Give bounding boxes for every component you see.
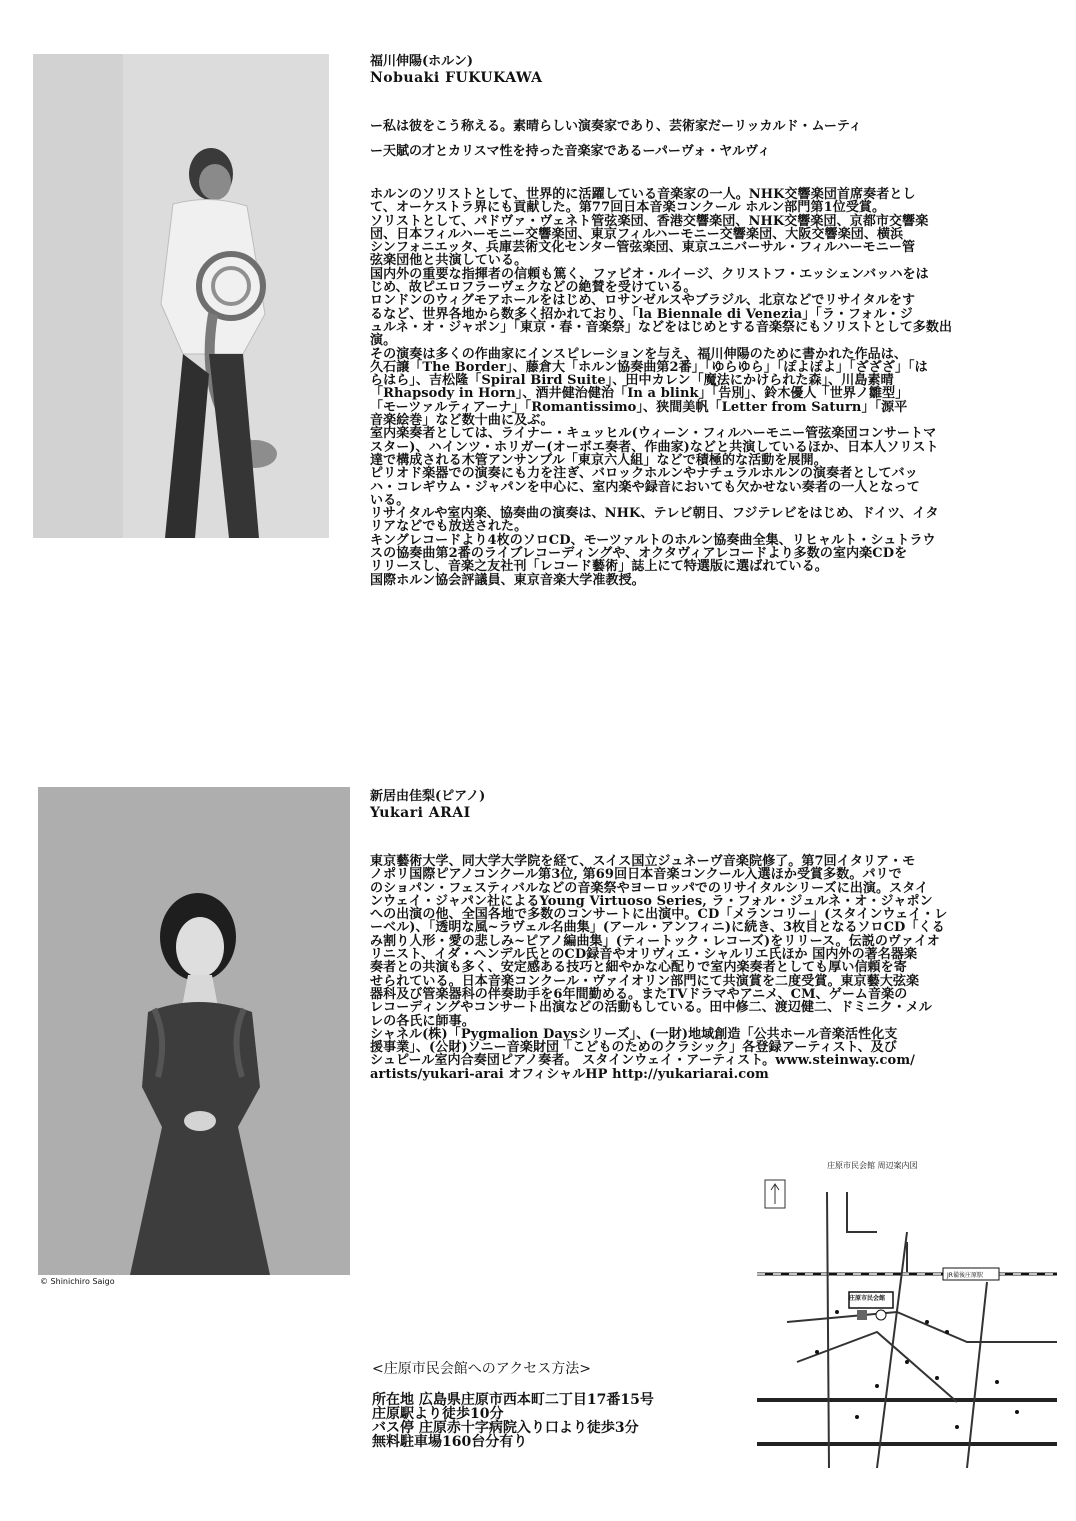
bio-line: キングレコードより4枚のソロCD、モーツァルトのホルン協奏曲全集、リヒャルト・シュトラウ	[370, 532, 936, 548]
performer2-bio	[370, 789, 1060, 1081]
access-info	[372, 1361, 752, 1449]
bio-line: リサイタルや室内楽、協奏曲の演奏は、NHK、テレビ朝日、フジテレビをはじめ、ドイツ、イタ	[370, 506, 939, 522]
performer1-bio	[370, 54, 1060, 587]
bio-line: ホルンのソリストとして、世界的に活躍している音楽家の一人。NHK交響楽団首席奏者とし	[370, 187, 916, 202]
bio-line: ロンドンのウィグモアホールをはじめ、ロサンゼルスやブラジル、北京などでリサイタルをす	[370, 293, 916, 309]
access-station: 庄原駅より徒歩10分	[372, 1406, 504, 1422]
quote-muti: ー私は彼をこう称える。素晴らしい演奏家であり、芸術家だーリッカルド・ムーティ	[370, 119, 862, 134]
access-address: 所在地 広島県庄原市西本町二丁目17番15号	[372, 1392, 654, 1408]
map-venue-label: 庄原市民会館	[849, 1295, 886, 1302]
bio-line: リリースし、音楽之友社刊「レコード藝術」誌上にて特選版に選ばれている。	[370, 559, 828, 575]
bio-line: 国際ホルン協会評議員、東京音楽大学准教授。	[370, 572, 645, 588]
access-bus: バス停 庄原赤十字病院入り口より徒歩3分	[372, 1420, 639, 1436]
photo-credit: © Shinichiro Saigo	[40, 1277, 115, 1286]
bio-line: ーベル)、「透明な風~ラヴェル名曲集」(アール・アンフィニ)に続き、3枚目となるソロCD「くる	[370, 920, 945, 936]
bio-line: ュルネ・オ・ジャポン」「東京・春・音楽祭」などをはじめとする音楽祭にもソリストとして多数出	[370, 319, 953, 335]
bio-line: 器科及び管楽器科の伴奏助手を6年間勤める。またTVドラマやアニメ、CM、ゲーム音楽の	[370, 986, 908, 1002]
access-title: <庄原市民会館へのアクセス方法>	[372, 1361, 592, 1377]
bio-line: その演奏は多くの作曲家にインスピレーションを与え、福川伸陽のために書かれた作品は、	[370, 346, 907, 362]
performer1-name-ja: 福川伸陽(ホルン)	[370, 54, 473, 69]
bio-line: らはら」、吉松隆「Spiral Bird Suite」、田中カレン「魔法にかけられた森」、川島素晴	[370, 373, 894, 389]
bio-line: ンウェイ・ジャパン社によるYoung Virtuoso Series, ラ・フォル・ジュルネ・オ・ジャポン	[370, 893, 933, 909]
map-drawing	[757, 1172, 1057, 1468]
bio-line: み割り人形・愛の悲しみ~ピアノ編曲集」(ティートック・レコーズ)をリリース。伝説のヴァイオ	[370, 933, 940, 949]
bio-line: のショパン・フェスティバルなどの音楽祭やヨーロッパでのリサイタルシリーズに出演。スタイ	[370, 880, 929, 896]
bio-line: 久石譲「The Border」、藤倉大「ホルン協奏曲第2番」「ゆらゆら」「ぽよぽよ」「ざざざ」「は	[370, 359, 928, 375]
bio-line: シンフォニエッタ、兵庫芸術文化センター管弦楽団、東京ユニバーサル・フィルハーモニー管	[370, 240, 916, 256]
performer1-photo	[33, 54, 329, 538]
quote-jarvi: ー天賦の才とカリスマ性を持った音楽家であるーパーヴォ・ヤルヴィ	[370, 144, 771, 159]
bio-line: リアなどでも放送された。	[370, 519, 528, 535]
bio-line: シュピール室内合奏団ピアノ奏者。 スタインウェイ・アーティスト。www.steinway.com/	[370, 1053, 916, 1069]
bio-line: せられている。日本音楽コンクール・ヴァイオリン部門にて共演賞を二度受賞。東京藝大弦楽	[370, 973, 920, 989]
bio-line: レコーディングやコンサート出演などの活動もしている。田中修二、渡辺健二、ドミニク・メル	[370, 1000, 933, 1016]
bio-line: じめ、故ピエロフラーヴェクなどの絶賛を受けている。	[370, 280, 697, 296]
performer2-photo	[38, 787, 350, 1275]
performer2-name-ja: 新居由佳梨(ピアノ)	[370, 789, 486, 804]
bio-line: 弦楽団他と共演している。	[370, 253, 528, 269]
bio-line: への出演の他、全国各地で多数のコンサートに出演中。CD「メランコリー」(スタインウェイ・レ	[370, 907, 948, 923]
bio-line: スター)、ハインツ・ホリガー(オーボエ奏者、作曲家)などと共演しているほか、日本人ソリスト	[370, 439, 939, 455]
bio-line: リニスト、イダ・ヘンデル氏とのCD録音やオリヴィエ・シャルリエ氏ほか 国内外の著名器楽	[370, 947, 918, 963]
bio-line: 音楽絵巻」など数十曲に及ぶ。	[370, 413, 554, 429]
access-parking: 無料駐車場160台分有り	[372, 1434, 528, 1450]
map-station-label: JR備後庄原駅	[947, 1272, 983, 1279]
bio-line: いる。	[370, 492, 410, 508]
performer1-biography	[370, 188, 1060, 587]
bio-line: 団、日本フィルハーモニー交響楽団、東京フィルハーモニー交響楽団、大阪交響楽団、横浜	[370, 226, 904, 242]
bio-line: artists/yukari-arai オフィシャルHP http://yukariarai.com	[370, 1066, 769, 1082]
bio-line: 達で構成される木管アンサンブル「東京六人組」などで積極的な活動を展開。	[370, 452, 827, 468]
bio-line: スの協奏曲第2番のライブレコーディングや、オクタヴィアレコードより多数の室内楽CDを	[370, 546, 908, 562]
bio-line: 国内外の重要な指揮者の信頼も篤く、ファビオ・ルイージ、クリストフ・エッシェンバッハをは	[370, 266, 929, 282]
bio-line: るなど、世界各地から数多く招かれており、「la Biennale di Venezia」「ラ・フォル・ジ	[370, 306, 913, 322]
performer2-biography	[370, 855, 1060, 1081]
bio-line: 室内楽奏者としては、ライナー・キュッヒル(ウィーン・フィルハーモニー管弦楽団コンサートマ	[370, 426, 937, 442]
bio-line: て、オーケストラ界にも貢献した。第77回日本音楽コンクール ホルン部門第1位受賞。	[370, 200, 886, 216]
bio-line: ノポリ国際ピアノコンクール第3位, 第69回日本音楽コンクール入選ほか受賞多数。パリで	[370, 867, 902, 883]
map-title: 庄原市民会館 周辺案内図	[827, 1161, 918, 1170]
bio-line: ハ・コレギウム・ジャパンを中心に、室内楽や録音においても欠かせない奏者の一人となって	[370, 479, 920, 495]
bio-line: 奏者との共演も多く、安定感ある技巧と細やかな心配りで室内楽奏者としても厚い信頼を寄	[370, 960, 907, 976]
bio-line: レの各氏に師事。	[370, 1013, 475, 1029]
bio-line: 東京藝術大学、同大学大学院を経て、スイス国立ジュネーヴ音楽院修了。第7回イタリア・モ	[370, 854, 916, 869]
bio-line: 演。	[370, 333, 397, 349]
bio-line: ピリオド楽器での演奏にも力を注ぎ、バロックホルンやナチュラルホルンの演奏者としてバッ	[370, 466, 918, 482]
bio-line: シャネル(株)「Pygmalion Daysシリーズ」、(一財)地域創造「公共ホール音楽活性化支	[370, 1026, 898, 1042]
performer1-name-en: Nobuaki FUKUKAWA	[370, 70, 543, 86]
bio-line: 援事業」、(公財)ソニー音楽財団「こどものためのクラシック」各登録アーティスト、及び	[370, 1040, 897, 1056]
performer1-quotes	[370, 118, 1060, 160]
performer2-name-en: Yukari ARAI	[370, 805, 471, 821]
bio-line: 「Rhapsody in Horn」、酒井健治健治「In a blink」「告別」、鈴木優人「世界ノ雛型」	[370, 386, 909, 402]
venue-area-map	[757, 1160, 1057, 1470]
bio-line: 「モーツァルティアーナ」「Romantissimo」、狭間美帆「Letter from Saturn」「源平	[370, 399, 908, 415]
bio-line: ソリストとして、パドヴァ・ヴェネト管弦楽団、香港交響楽団、NHK交響楽団、京都市交響楽	[370, 213, 929, 229]
